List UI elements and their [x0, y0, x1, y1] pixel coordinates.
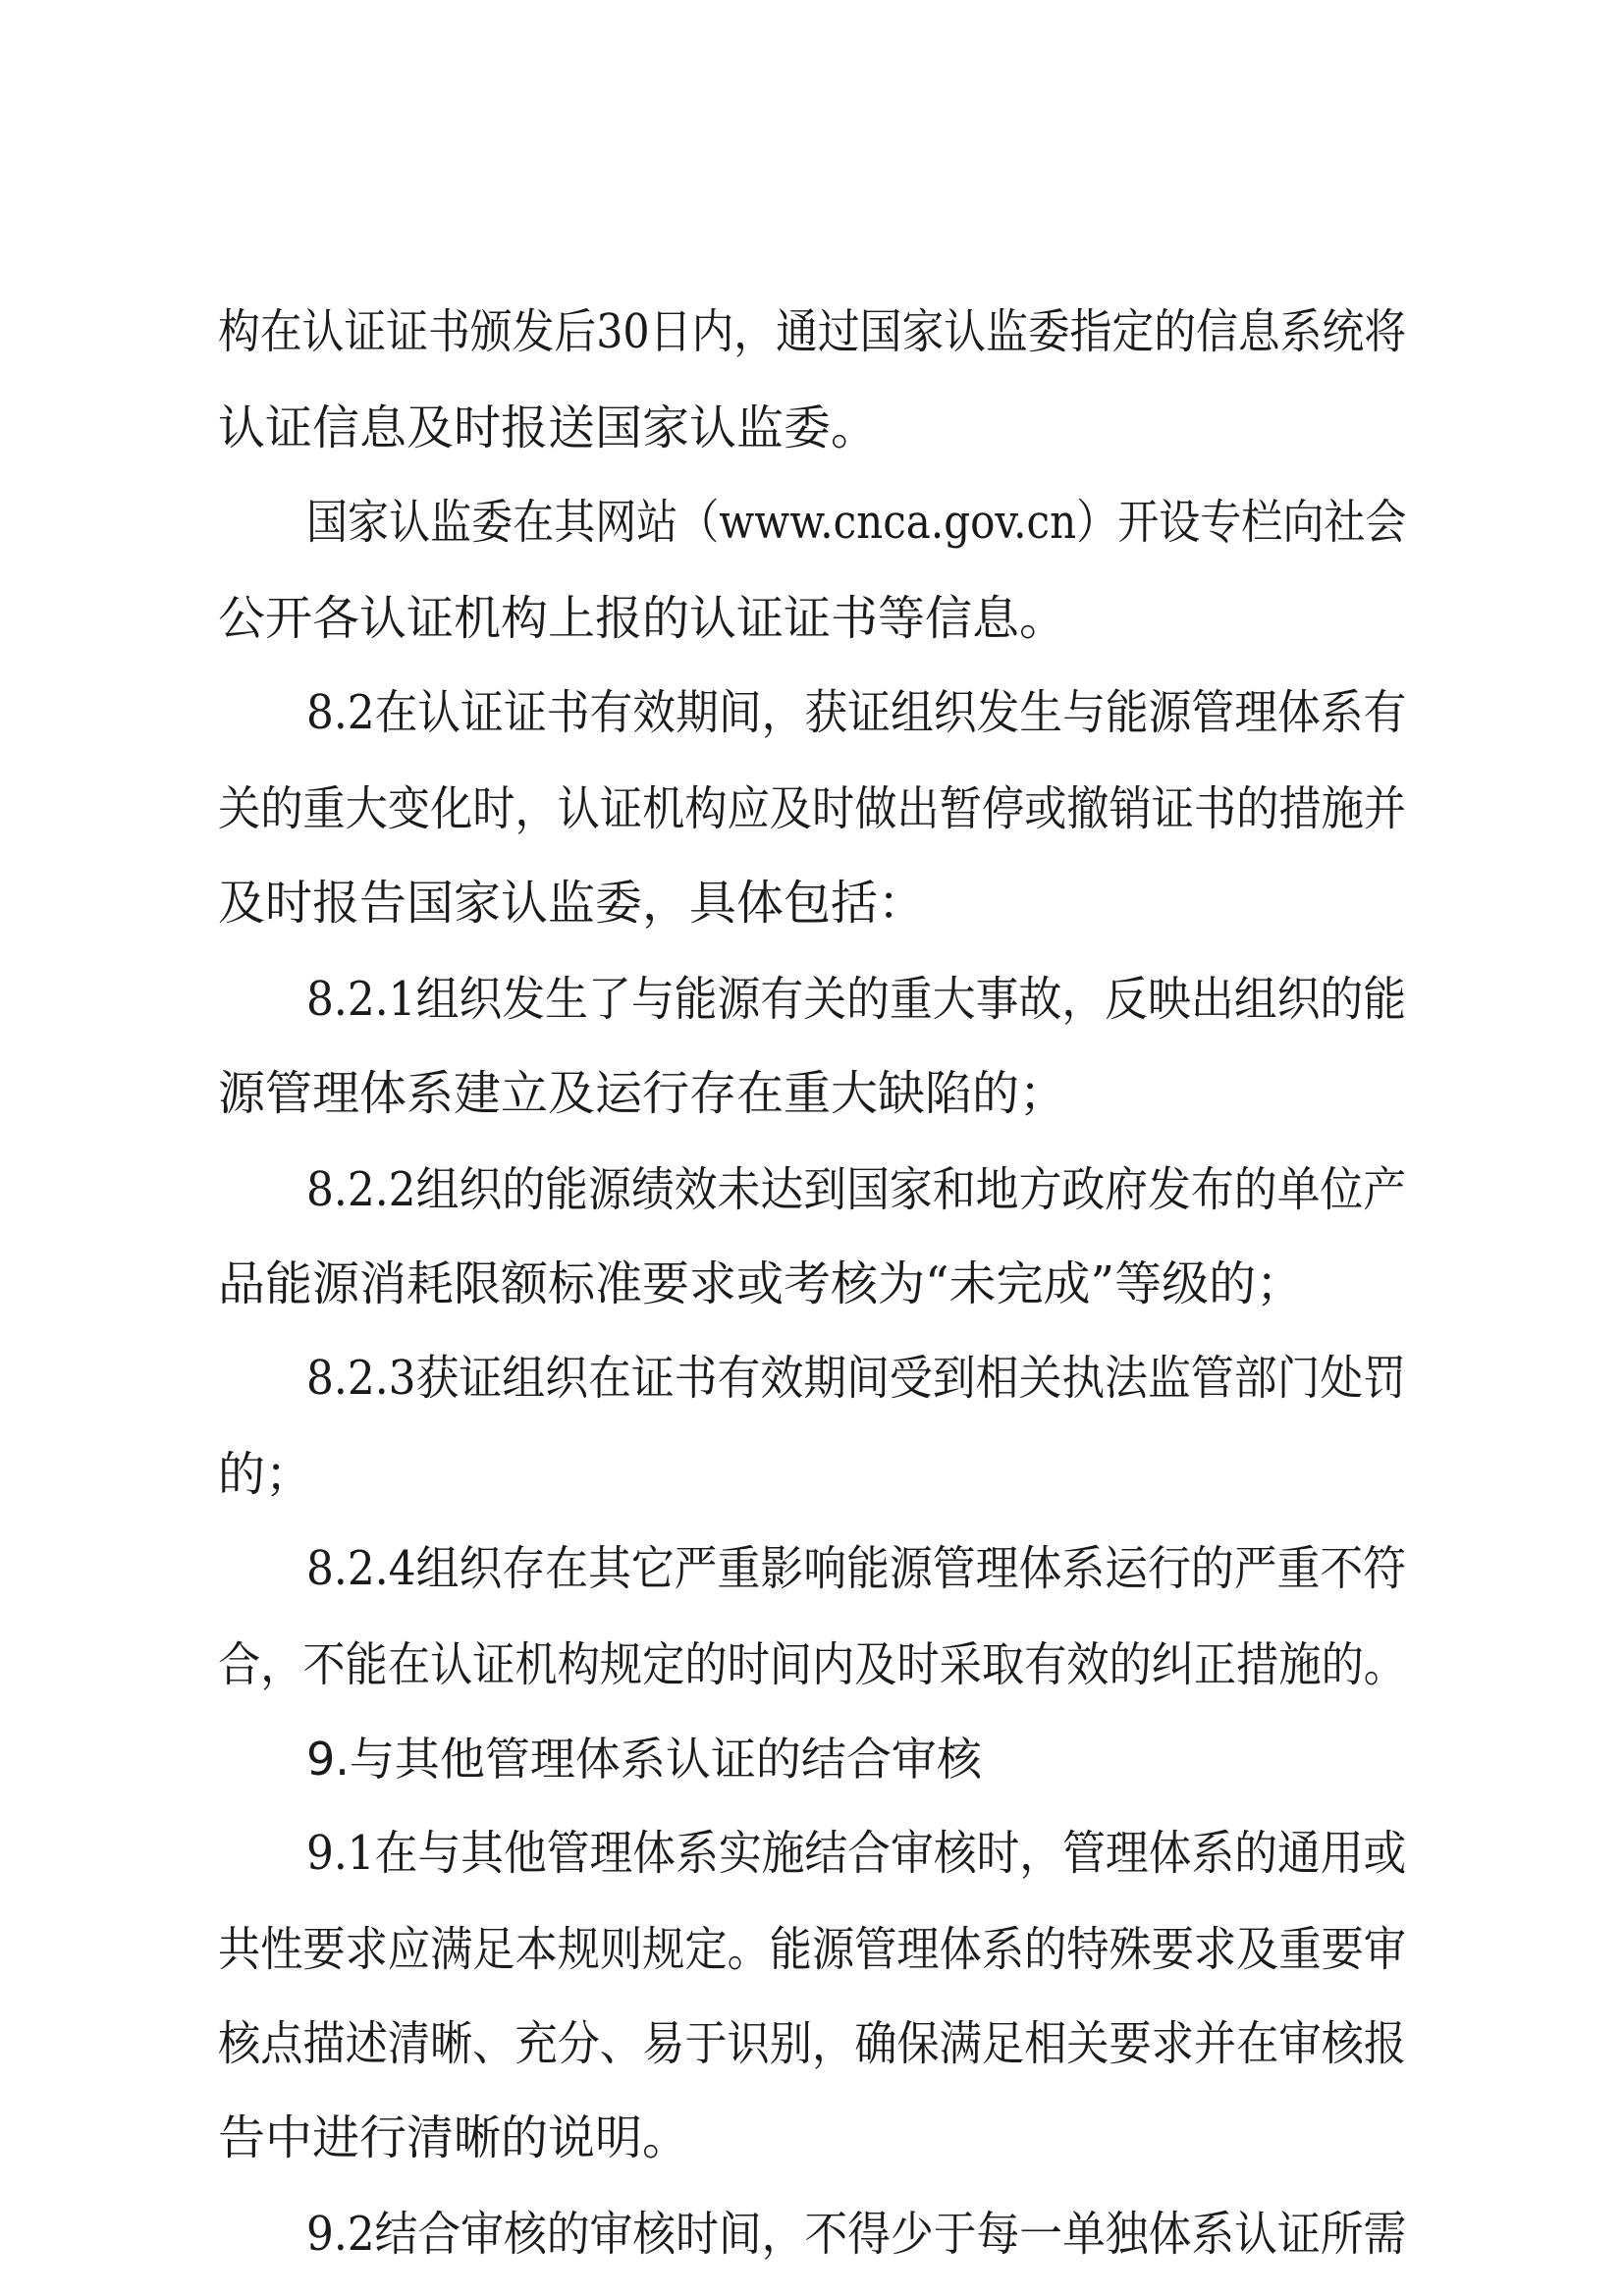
text-line: 关的重大变化时，认证机构应及时做出暂停或撤销证书的措施并 [218, 781, 1407, 836]
paragraph-start-line: 8.2.2组织的能源绩效未达到国家和地方政府发布的单位产 [306, 1162, 1407, 1217]
text-line: 构在认证证书颁发后30日内，通过国家认监委指定的信息系统将 [218, 304, 1407, 359]
paragraph-start-line: 8.2.1组织发生了与能源有关的重大事故，反映出组织的能 [306, 972, 1407, 1027]
paragraph-start-line: 8.2在认证证书有效期间，获证组织发生与能源管理体系有 [306, 685, 1407, 740]
text-line: 的； [218, 1447, 313, 1502]
paragraph-start-line: 8.2.4组织存在其它严重影响能源管理体系运行的严重不符 [306, 1541, 1407, 1596]
text-line: 共性要求应满足本规则规定。能源管理体系的特殊要求及重要审 [218, 1922, 1407, 1977]
paragraph-start-line: 9.2结合审核的审核时间，不得少于每一单独体系认证所需 [306, 2207, 1407, 2262]
text-line: 告中进行清晰的说明。 [218, 2110, 690, 2165]
paragraph-start-line: 国家认监委在其网站（www.cnca.gov.cn）开设专栏向社会 [306, 495, 1407, 550]
section-heading: 9.与其他管理体系认证的结合审核 [306, 1733, 982, 1786]
text-line: 认证信息及时报送国家认监委。 [218, 400, 879, 455]
paragraph-start-line: 9.1在与其他管理体系实施结合审核时，管理体系的通用或 [306, 1826, 1407, 1881]
text-line: 公开各认证机构上报的认证证书等信息。 [218, 591, 1067, 646]
text-line: 合，不能在认证机构规定的时间内及时采取有效的纠正措施的。 [218, 1637, 1407, 1692]
text-line: 核点描述清晰、充分、易于识别，确保满足相关要求并在审核报 [218, 2016, 1407, 2071]
text-line: 及时报告国家认监委，具体包括： [218, 876, 926, 931]
text-line: 源管理体系建立及运行存在重大缺陷的； [218, 1066, 1067, 1121]
paragraph-start-line: 8.2.3获证组织在证书有效期间受到相关执法监管部门处罚 [306, 1351, 1407, 1406]
text-line: 品能源消耗限额标准要求或考核为“未完成”等级的； [218, 1256, 1304, 1311]
